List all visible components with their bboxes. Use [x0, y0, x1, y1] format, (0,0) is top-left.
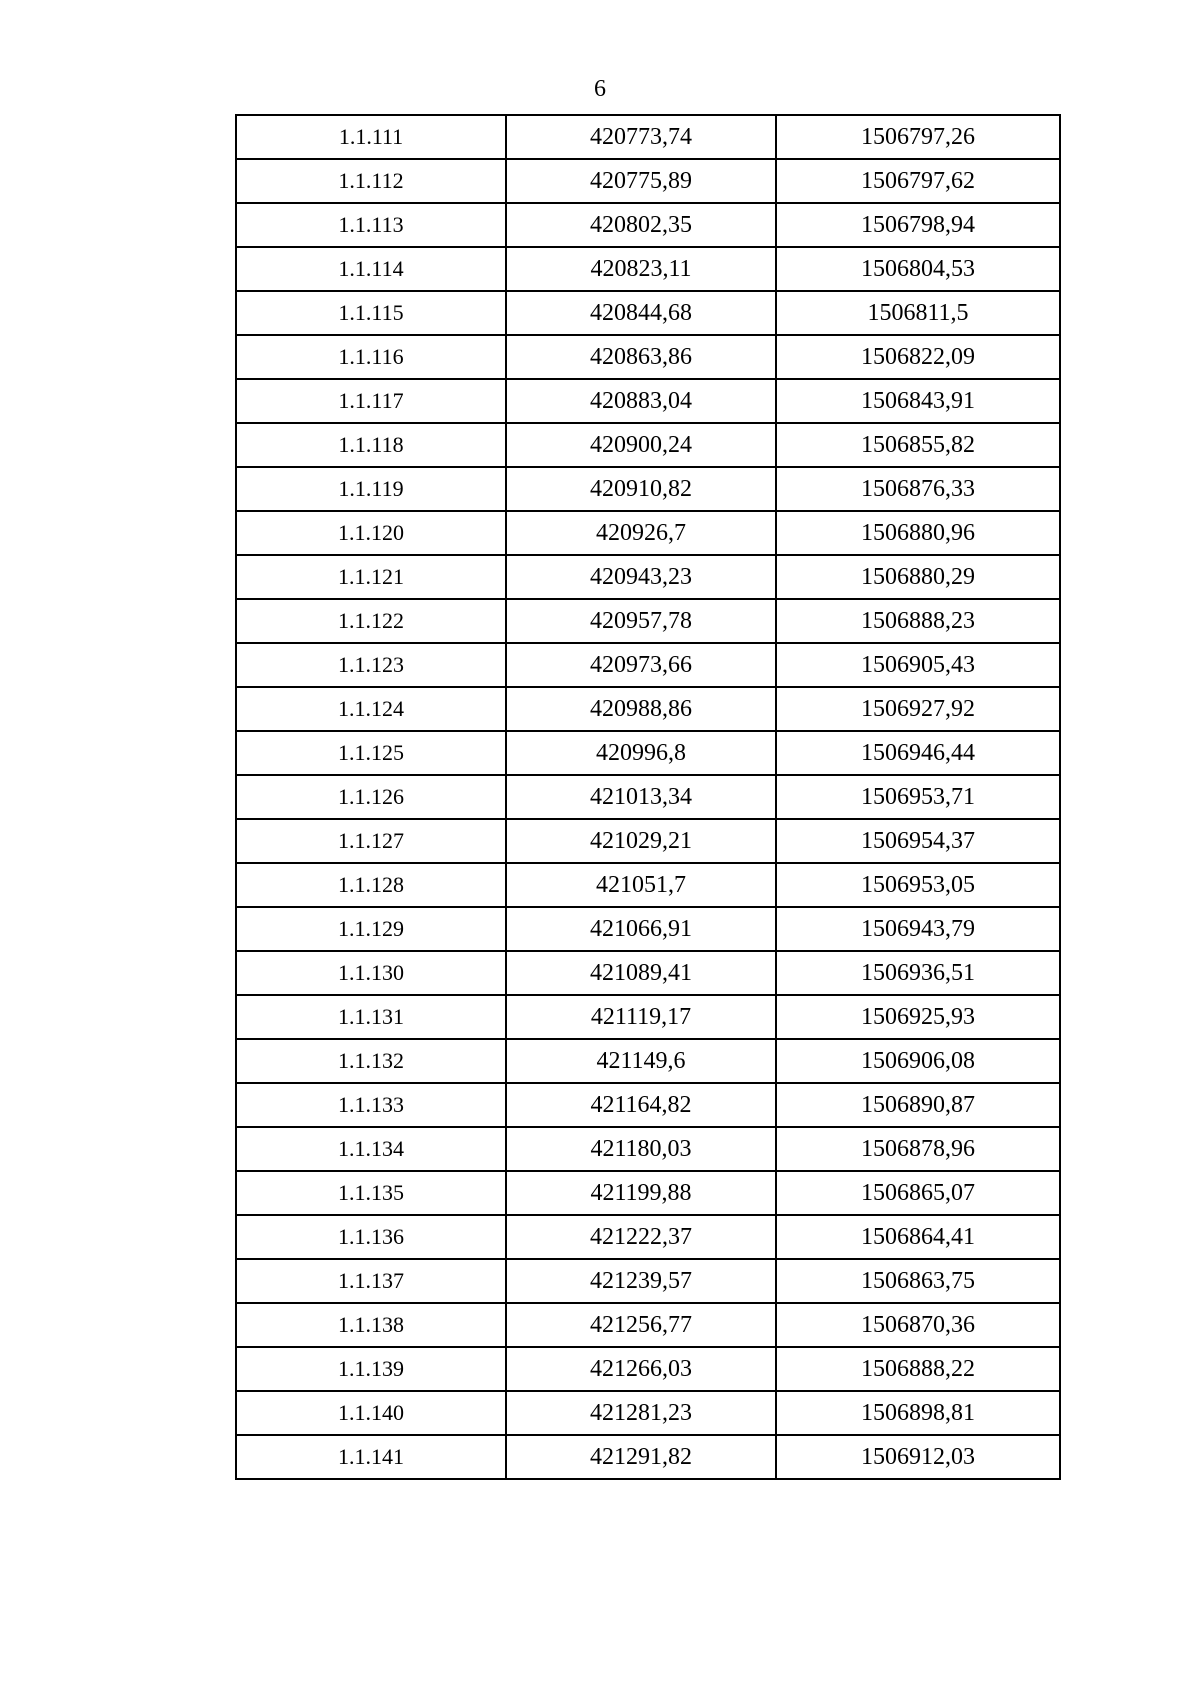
table-row [236, 511, 1060, 555]
x-coordinate-cell: 421164,82 [506, 1083, 776, 1127]
y-coordinate-cell: 1506870,36 [776, 1303, 1060, 1347]
y-coordinate-cell: 1506876,33 [776, 467, 1060, 511]
y-coordinate-cell: 1506953,71 [776, 775, 1060, 819]
table-row [236, 247, 1060, 291]
y-coordinate-cell: 1506864,41 [776, 1215, 1060, 1259]
x-coordinate-cell: 420775,89 [506, 159, 776, 203]
x-coordinate-cell: 421199,88 [506, 1171, 776, 1215]
y-coordinate-cell: 1506946,44 [776, 731, 1060, 775]
y-coordinate-cell: 1506888,23 [776, 599, 1060, 643]
point-number-cell: 1.1.127 [236, 819, 506, 863]
y-coordinate-cell: 1506798,94 [776, 203, 1060, 247]
x-coordinate-cell: 421222,37 [506, 1215, 776, 1259]
y-coordinate-cell: 1506912,03 [776, 1435, 1060, 1479]
point-number-cell: 1.1.129 [236, 907, 506, 951]
table-row [236, 687, 1060, 731]
point-number-cell: 1.1.115 [236, 291, 506, 335]
x-coordinate-cell: 421239,57 [506, 1259, 776, 1303]
point-number-cell: 1.1.137 [236, 1259, 506, 1303]
y-coordinate-cell: 1506888,22 [776, 1347, 1060, 1391]
table-row [236, 467, 1060, 511]
y-coordinate-cell: 1506878,96 [776, 1127, 1060, 1171]
table-row [236, 775, 1060, 819]
point-number-cell: 1.1.138 [236, 1303, 506, 1347]
point-number-cell: 1.1.118 [236, 423, 506, 467]
table-row [236, 291, 1060, 335]
table-row [236, 159, 1060, 203]
x-coordinate-cell: 420910,82 [506, 467, 776, 511]
point-number-cell: 1.1.134 [236, 1127, 506, 1171]
coordinates-table [235, 114, 1061, 1480]
x-coordinate-cell: 421149,6 [506, 1039, 776, 1083]
table-row [236, 599, 1060, 643]
y-coordinate-cell: 1506905,43 [776, 643, 1060, 687]
table-row [236, 203, 1060, 247]
table-row [236, 335, 1060, 379]
table-row [236, 1127, 1060, 1171]
x-coordinate-cell: 421066,91 [506, 907, 776, 951]
point-number-cell: 1.1.130 [236, 951, 506, 995]
x-coordinate-cell: 420863,86 [506, 335, 776, 379]
point-number-cell: 1.1.135 [236, 1171, 506, 1215]
table-row [236, 907, 1060, 951]
table-row [236, 1039, 1060, 1083]
y-coordinate-cell: 1506943,79 [776, 907, 1060, 951]
point-number-cell: 1.1.119 [236, 467, 506, 511]
table-row [236, 1303, 1060, 1347]
table-row [236, 115, 1060, 159]
table-row [236, 1391, 1060, 1435]
table-row [236, 423, 1060, 467]
y-coordinate-cell: 1506865,07 [776, 1171, 1060, 1215]
table-row [236, 555, 1060, 599]
x-coordinate-cell: 420823,11 [506, 247, 776, 291]
point-number-cell: 1.1.111 [236, 115, 506, 159]
point-number-cell: 1.1.117 [236, 379, 506, 423]
coordinates-table-body [236, 115, 1060, 1479]
y-coordinate-cell: 1506811,5 [776, 291, 1060, 335]
table-row [236, 995, 1060, 1039]
y-coordinate-cell: 1506863,75 [776, 1259, 1060, 1303]
y-coordinate-cell: 1506843,91 [776, 379, 1060, 423]
point-number-cell: 1.1.113 [236, 203, 506, 247]
x-coordinate-cell: 421291,82 [506, 1435, 776, 1479]
y-coordinate-cell: 1506890,87 [776, 1083, 1060, 1127]
x-coordinate-cell: 421013,34 [506, 775, 776, 819]
y-coordinate-cell: 1506925,93 [776, 995, 1060, 1039]
x-coordinate-cell: 420900,24 [506, 423, 776, 467]
table-row [236, 1259, 1060, 1303]
y-coordinate-cell: 1506880,29 [776, 555, 1060, 599]
point-number-cell: 1.1.125 [236, 731, 506, 775]
y-coordinate-cell: 1506797,62 [776, 159, 1060, 203]
x-coordinate-cell: 421089,41 [506, 951, 776, 995]
point-number-cell: 1.1.139 [236, 1347, 506, 1391]
x-coordinate-cell: 420943,23 [506, 555, 776, 599]
point-number-cell: 1.1.123 [236, 643, 506, 687]
x-coordinate-cell: 421281,23 [506, 1391, 776, 1435]
x-coordinate-cell: 421266,03 [506, 1347, 776, 1391]
x-coordinate-cell: 420926,7 [506, 511, 776, 555]
x-coordinate-cell: 421119,17 [506, 995, 776, 1039]
table-row [236, 951, 1060, 995]
y-coordinate-cell: 1506953,05 [776, 863, 1060, 907]
x-coordinate-cell: 420844,68 [506, 291, 776, 335]
point-number-cell: 1.1.132 [236, 1039, 506, 1083]
x-coordinate-cell: 421051,7 [506, 863, 776, 907]
table-row [236, 1435, 1060, 1479]
x-coordinate-cell: 420883,04 [506, 379, 776, 423]
point-number-cell: 1.1.116 [236, 335, 506, 379]
x-coordinate-cell: 420773,74 [506, 115, 776, 159]
table-row [236, 731, 1060, 775]
y-coordinate-cell: 1506936,51 [776, 951, 1060, 995]
point-number-cell: 1.1.133 [236, 1083, 506, 1127]
point-number-cell: 1.1.136 [236, 1215, 506, 1259]
y-coordinate-cell: 1506804,53 [776, 247, 1060, 291]
y-coordinate-cell: 1506898,81 [776, 1391, 1060, 1435]
point-number-cell: 1.1.124 [236, 687, 506, 731]
table-row [236, 1347, 1060, 1391]
point-number-cell: 1.1.121 [236, 555, 506, 599]
table-row [236, 1215, 1060, 1259]
x-coordinate-cell: 420973,66 [506, 643, 776, 687]
table-row [236, 1171, 1060, 1215]
point-number-cell: 1.1.112 [236, 159, 506, 203]
table-row [236, 1083, 1060, 1127]
x-coordinate-cell: 421029,21 [506, 819, 776, 863]
point-number-cell: 1.1.126 [236, 775, 506, 819]
point-number-cell: 1.1.114 [236, 247, 506, 291]
table-row [236, 379, 1060, 423]
y-coordinate-cell: 1506822,09 [776, 335, 1060, 379]
page-number: 6 [594, 76, 606, 102]
y-coordinate-cell: 1506880,96 [776, 511, 1060, 555]
table-row [236, 643, 1060, 687]
y-coordinate-cell: 1506954,37 [776, 819, 1060, 863]
point-number-cell: 1.1.140 [236, 1391, 506, 1435]
x-coordinate-cell: 421256,77 [506, 1303, 776, 1347]
x-coordinate-cell: 420802,35 [506, 203, 776, 247]
x-coordinate-cell: 421180,03 [506, 1127, 776, 1171]
x-coordinate-cell: 420996,8 [506, 731, 776, 775]
y-coordinate-cell: 1506927,92 [776, 687, 1060, 731]
y-coordinate-cell: 1506797,26 [776, 115, 1060, 159]
table-row [236, 863, 1060, 907]
x-coordinate-cell: 420988,86 [506, 687, 776, 731]
y-coordinate-cell: 1506906,08 [776, 1039, 1060, 1083]
x-coordinate-cell: 420957,78 [506, 599, 776, 643]
table-row [236, 819, 1060, 863]
point-number-cell: 1.1.131 [236, 995, 506, 1039]
point-number-cell: 1.1.141 [236, 1435, 506, 1479]
y-coordinate-cell: 1506855,82 [776, 423, 1060, 467]
point-number-cell: 1.1.128 [236, 863, 506, 907]
point-number-cell: 1.1.122 [236, 599, 506, 643]
point-number-cell: 1.1.120 [236, 511, 506, 555]
